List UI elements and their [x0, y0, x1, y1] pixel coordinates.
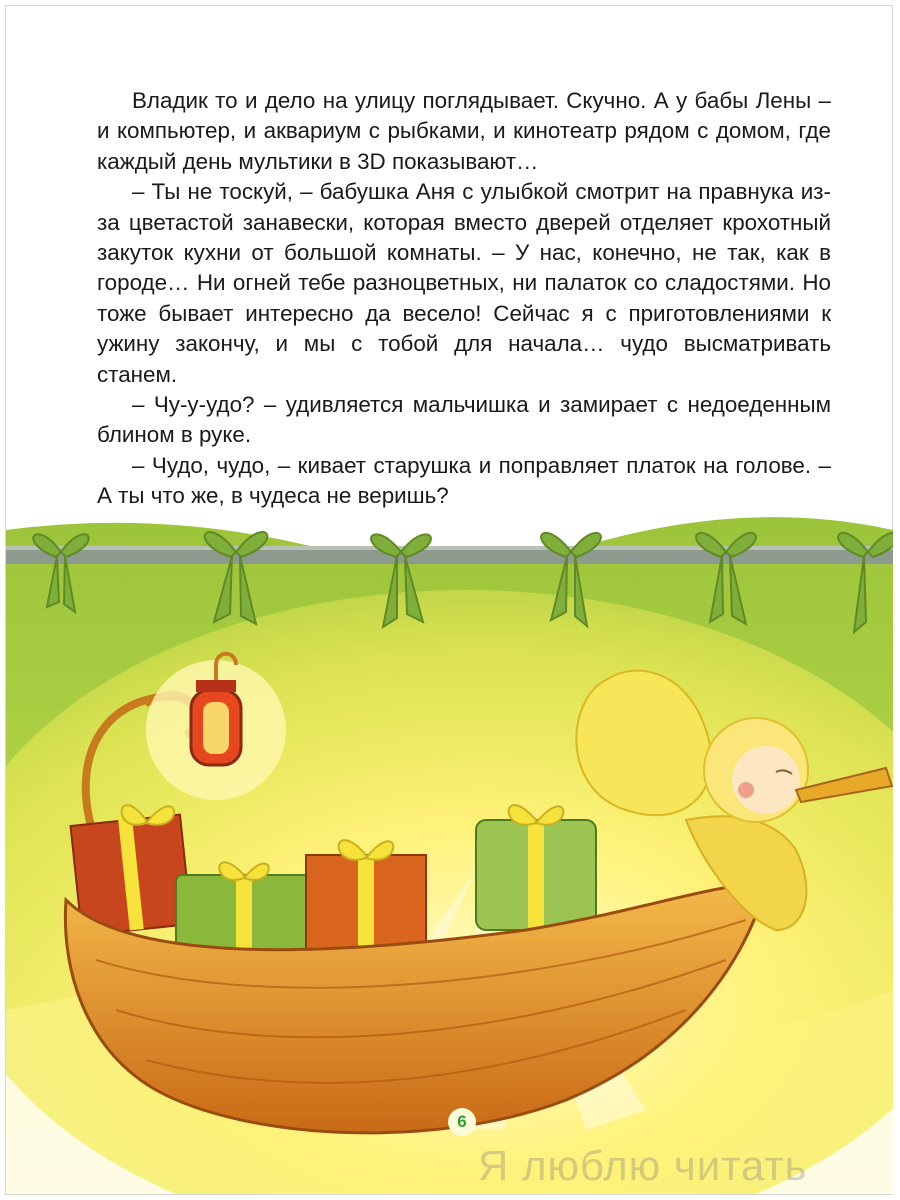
- page-number: 6: [448, 1108, 476, 1136]
- paragraph: – Ты не тоскуй, – бабушка Аня с улыбкой смотрит на правнука из-за цветастой занавески, которая вместо дверей отделяет крохотный закуток кухни от большой комнаты. – У нас, конечно, не так, как в городе… Ни огней тебе разноцветных, ни палаток со сладостями. Но тоже бывает интересно да весело! Сейчас я с приготовлениями к ужину закончу, и мы с тобой для начала… чудо высматривать станем.: [97, 179, 831, 387]
- paragraph: – Чу-у-удо? – удивляется мальчишка и замирает с недоеденным блином в руке.: [97, 392, 831, 448]
- paragraph: – Чудо, чудо, – кивает старушка и поправляет платок на голове. – А ты что же, в чудеса не веришь?: [97, 452, 831, 509]
- paragraph: Владик то и дело на улицу поглядывает. Скучно. А у бабы Лены – и компьютер, и аквариум с рыбками, и кинотеатр рядом с домом, где каждый день мультики в 3D показывают…: [97, 88, 831, 174]
- watermark: Я люблю читать: [478, 1142, 808, 1189]
- story-text: [97, 86, 831, 512]
- illustration: [6, 490, 893, 1194]
- gift-green-right: [476, 805, 596, 930]
